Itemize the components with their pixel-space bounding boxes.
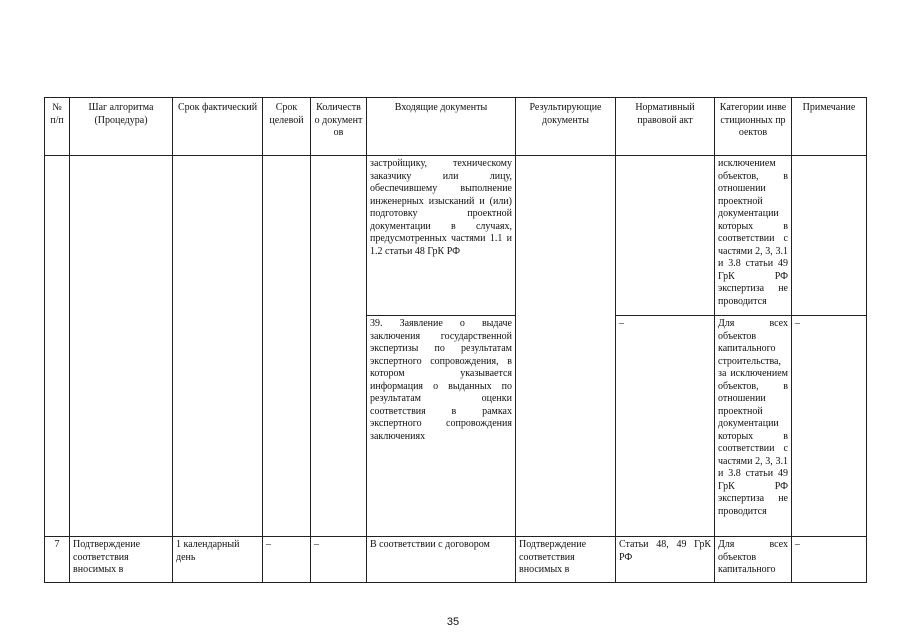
cell-term-target: [263, 156, 311, 537]
cell-num: 7: [45, 537, 70, 583]
header-row: [45, 98, 867, 156]
header-note: Примечание: [792, 98, 867, 156]
cell-step: [70, 156, 173, 537]
cell-incoming: застройщику, техническому заказчику или лицу, обеспечившему выполнение инженерных изысканий и (или) подготовку проектной документации в случаях, предусмотренных частями 1.1 и 1.2 статьи 48 ГрК РФ: [367, 156, 516, 316]
table-row: [45, 156, 867, 316]
cell-term-actual: [173, 156, 263, 537]
cell-incoming: В соответствии с договором: [367, 537, 516, 583]
cell-num: [45, 156, 70, 537]
header-doc-count: Количество документов: [311, 98, 367, 156]
header-incoming: Входящие документы: [367, 98, 516, 156]
procedure-table: [44, 97, 867, 583]
cell-incoming: 39. Заявление о выдаче заключения государственной экспертизы по результатам экспертного сопровождения, в котором указывается информация о выданных по результатам оценки соответствия в рамках экспертного сопровождения заключениях: [367, 316, 516, 537]
header-legal-act: Нормативный правовой акт: [616, 98, 715, 156]
cell-note: [792, 156, 867, 316]
cell-doc-count: [311, 156, 367, 537]
table-row: [45, 537, 867, 583]
cell-step: Подтверждение соответствия вносимых в: [70, 537, 173, 583]
cell-categories: Для всех объектов капитального строительства, за исключением объектов, в отношении проектной документации которых в соответствии с частями 2, 3, 3.1 и 3.8 статьи 49 ГрК РФ экспертиза не проводится: [715, 316, 792, 537]
cell-resulting: [516, 156, 616, 537]
header-categories: Категории инвестиционных проектов: [715, 98, 792, 156]
cell-categories: исключением объектов, в отношении проектной документации которых в соответствии с частями 2, 3, 3.1 и 3.8 статьи 49 ГрК РФ экспертиза не проводится: [715, 156, 792, 316]
page-number: 35: [446, 616, 460, 628]
header-term-actual: Срок фактический: [173, 98, 263, 156]
cell-term-actual: 1 календарный день: [173, 537, 263, 583]
cell-note: –: [792, 316, 867, 537]
cell-categories: Для всех объектов капитального: [715, 537, 792, 583]
cell-doc-count: –: [311, 537, 367, 583]
header-step: Шаг алгоритма (Процедура): [70, 98, 173, 156]
cell-legal-act: Статьи 48, 49 ГрК РФ: [616, 537, 715, 583]
cell-term-target: –: [263, 537, 311, 583]
cell-legal-act: [616, 156, 715, 316]
header-term-target: Срок целевой: [263, 98, 311, 156]
cell-resulting: Подтверждение соответствия вносимых в: [516, 537, 616, 583]
cell-legal-act: –: [616, 316, 715, 537]
header-num: № п/п: [45, 98, 70, 156]
cell-note: –: [792, 537, 867, 583]
header-resulting: Результирующие документы: [516, 98, 616, 156]
